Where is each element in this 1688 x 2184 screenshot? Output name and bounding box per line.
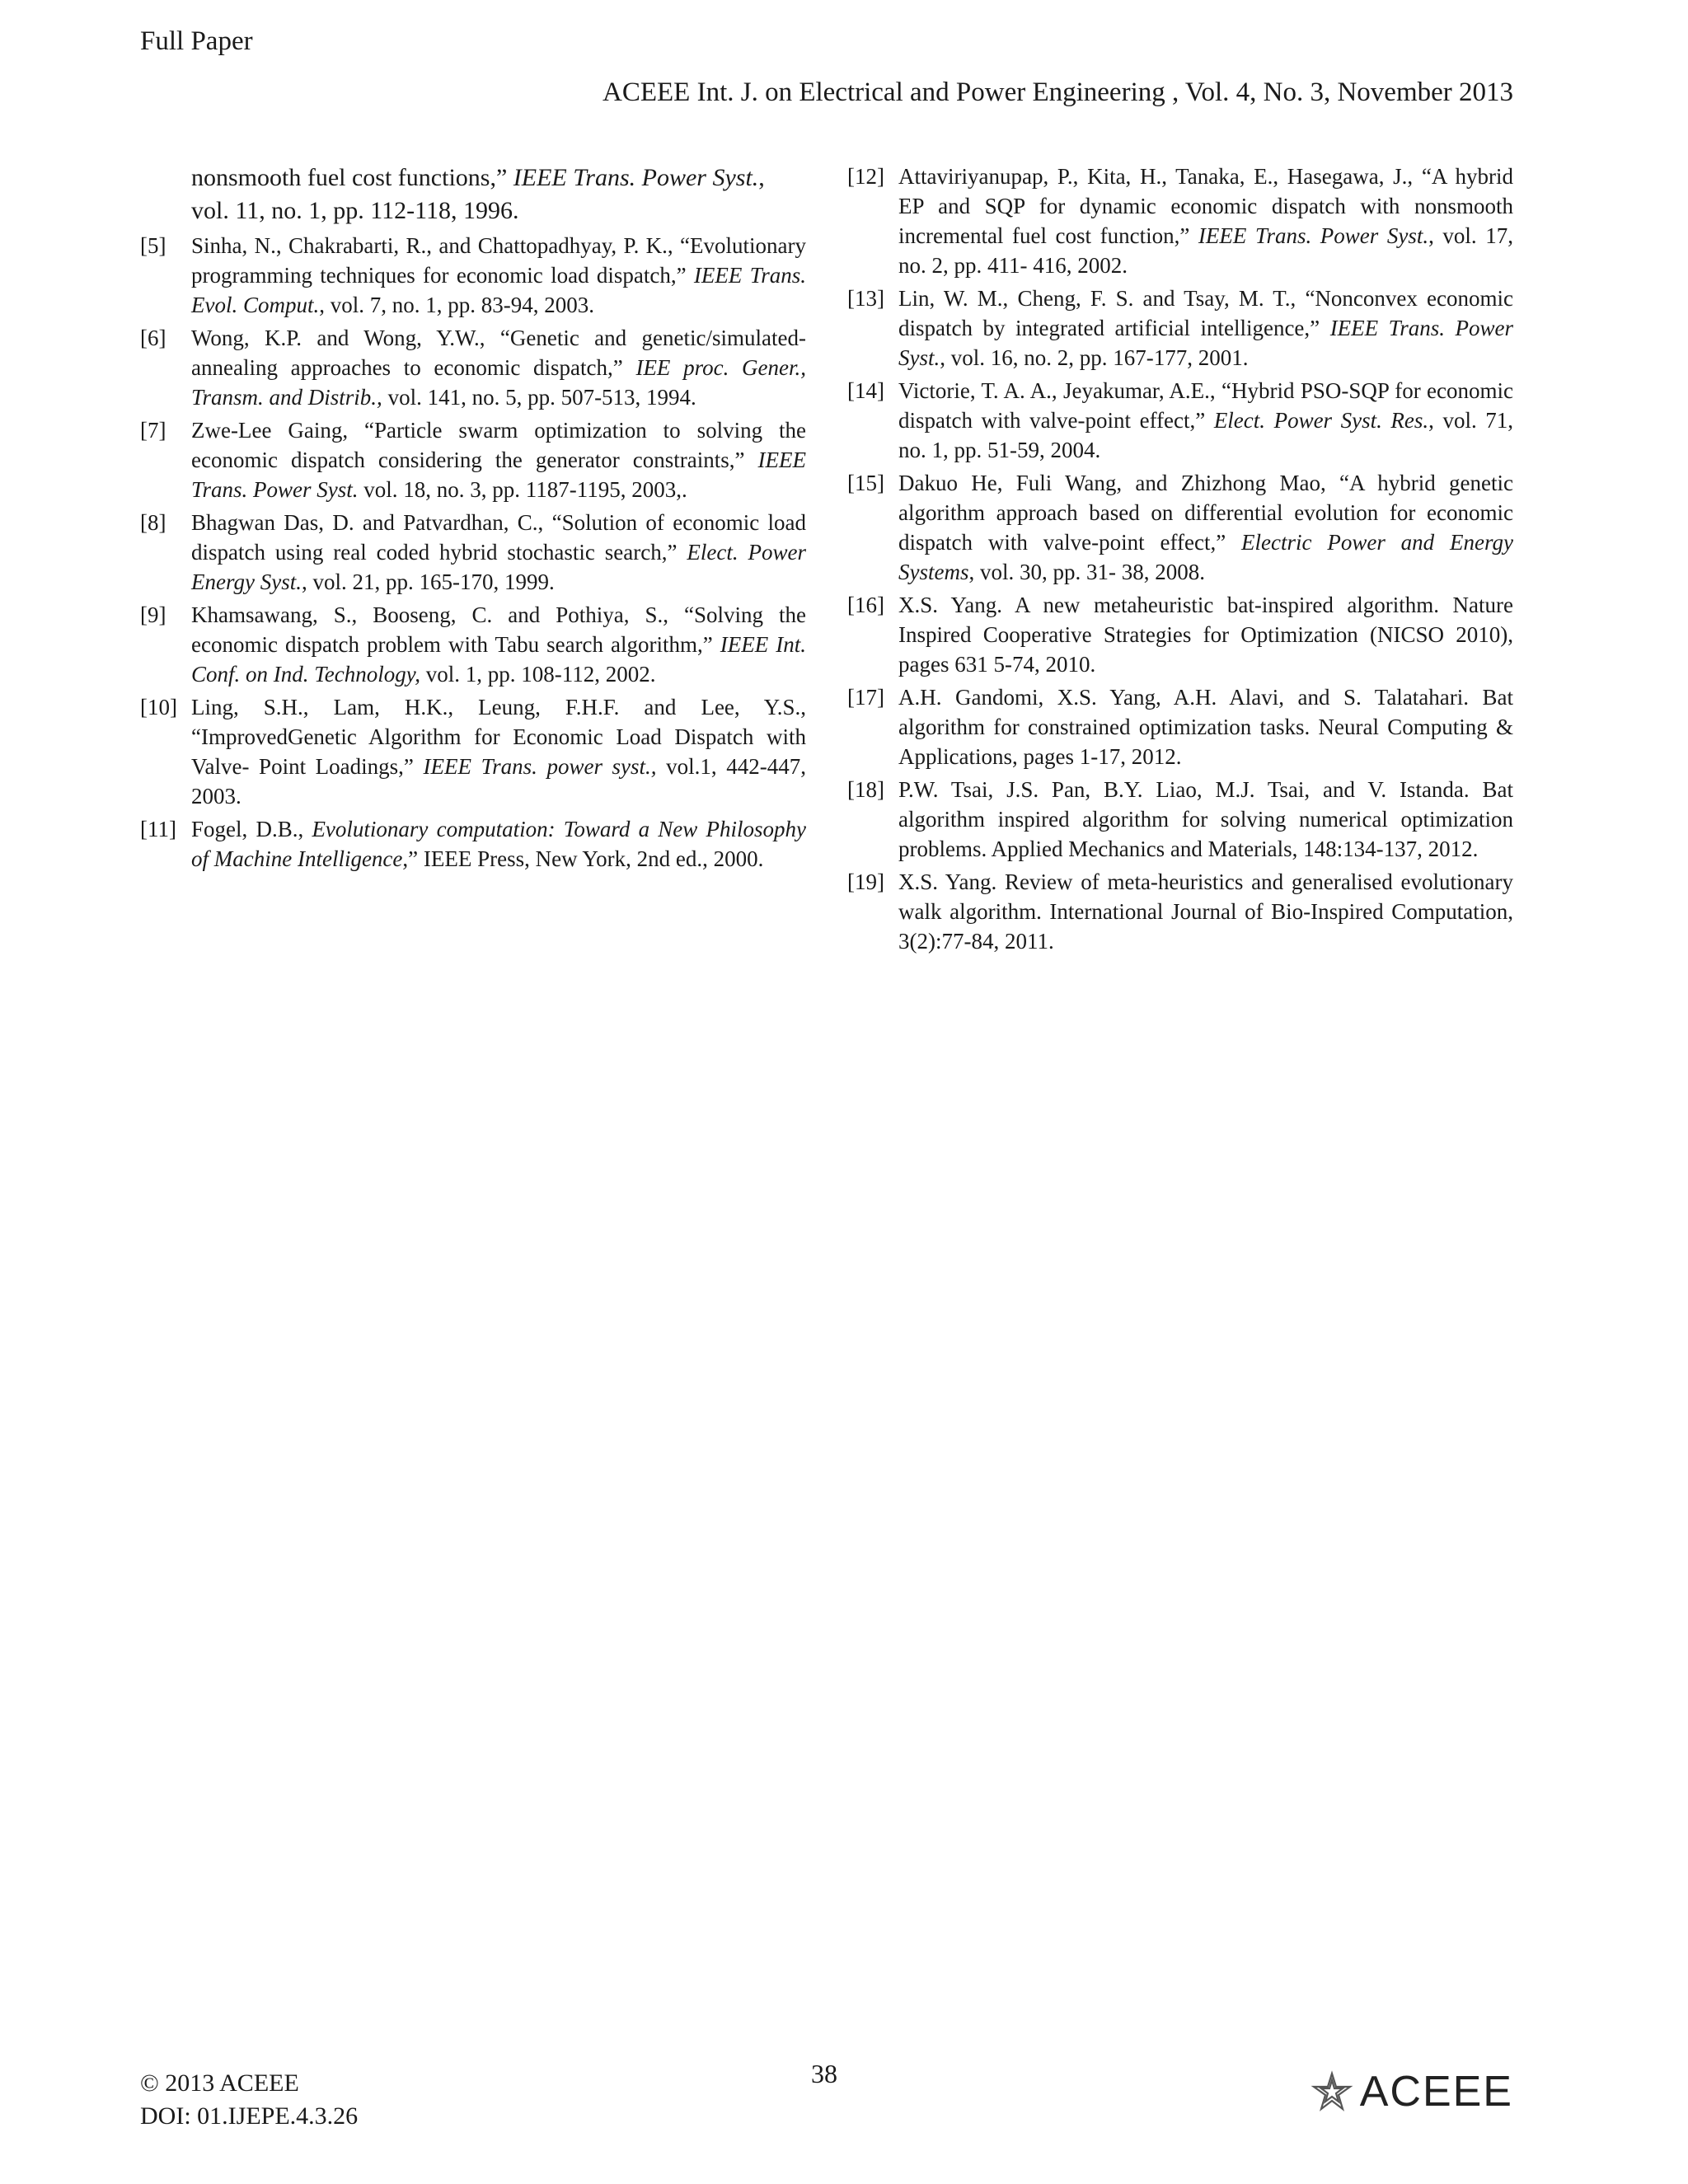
reference-text: Attaviriyanupap, P., Kita, H., Tanaka, E., Hasegawa, J., “A hybrid EP and SQP for dynamic economic dispatch with nonsmooth incremental fuel cost function,” bbox=[898, 164, 1513, 248]
reference-journal: IEEE Trans. Power Syst. bbox=[1198, 223, 1429, 248]
reference-details: vol. 18, no. 3, pp. 1187-1195, 2003,. bbox=[358, 477, 687, 502]
reference-journal: Elect. Power Syst. Res. bbox=[1213, 408, 1429, 433]
reference-details: , vol. 30, pp. 31- 38, 2008. bbox=[968, 560, 1205, 584]
reference-journal: IEEE Trans. power syst., bbox=[423, 754, 657, 779]
reference-item bbox=[140, 692, 806, 811]
doi-label: DOI: 01.IJEPE.4.3.26 bbox=[140, 2102, 359, 2130]
reference-book-title: Evolutionary computation: Toward a New Philosophy of Machine Intelligence bbox=[191, 817, 806, 871]
reference-number: [16] bbox=[847, 593, 884, 617]
reference-text: Victorie, T. A. A., Jeyakumar, A.E., “Hybrid PSO-SQP for economic dispatch with valve-point effect,” bbox=[898, 378, 1513, 433]
reference-number: [14] bbox=[847, 378, 884, 403]
reference-number: [7] bbox=[140, 418, 166, 443]
reference-details: , vol. 7, no. 1, pp. 83-94, 2003. bbox=[319, 293, 594, 317]
logo-wordmark: ACEEE bbox=[1359, 2068, 1513, 2116]
reference-journal: Electric Power and Energy Systems bbox=[898, 530, 1513, 584]
reference-number: [15] bbox=[847, 471, 884, 495]
reference-text: X.S. Yang. A new metaheuristic bat-inspired algorithm. Nature Inspired Cooperative Strategies for Optimization (NICSO 2010), pages 631 5-74, 2010. bbox=[898, 593, 1513, 677]
reference-details: , vol. 17, no. 2, pp. 411- 416, 2002. bbox=[898, 223, 1513, 278]
reference-number: [9] bbox=[140, 602, 166, 627]
page-number: 38 bbox=[811, 2059, 837, 2088]
references-right-column bbox=[847, 162, 1513, 959]
reference-journal: IEEE Int. Conf. on Ind. Technology, bbox=[191, 632, 806, 687]
reference-details: , vol. 71, no. 1, pp. 51-59, 2004. bbox=[898, 408, 1513, 462]
reference-number: [12] bbox=[847, 164, 884, 189]
reference-text: Ling, S.H., Lam, H.K., Leung, F.H.F. and Lee, Y.S., “ImprovedGenetic Algorithm for Economic Load Dispatch with Valve- Point Loadings,” bbox=[191, 695, 806, 779]
publisher-logo bbox=[1309, 2068, 1513, 2116]
reference-text: Dakuo He, Fuli Wang, and Zhizhong Mao, “A hybrid genetic algorithm approach based on differential evolution for economic dispatch with valve-point effect,” bbox=[898, 471, 1513, 555]
reference-number: [6] bbox=[140, 326, 166, 350]
reference-text: Sinha, N., Chakrabarti, R., and Chattopadhyay, P. K., “Evolutionary programming techniques for economic load dispatch,” bbox=[191, 233, 806, 288]
reference-number: [17] bbox=[847, 685, 884, 710]
reference-item bbox=[140, 600, 806, 689]
reference-item bbox=[847, 775, 1513, 864]
copyright-notice: © 2013 ACEEE bbox=[140, 2069, 299, 2097]
reference-number: [18] bbox=[847, 777, 884, 802]
reference-number: [10] bbox=[140, 695, 177, 719]
references-left-column bbox=[140, 162, 806, 877]
footer-info bbox=[140, 2067, 358, 2133]
reference-item bbox=[847, 867, 1513, 956]
reference-number: [11] bbox=[140, 817, 176, 841]
reference-number: [8] bbox=[140, 510, 166, 535]
reference-details: vol.1, 442-447, 2003. bbox=[191, 754, 806, 808]
reference-item bbox=[847, 376, 1513, 465]
journal-citation-header: ACEEE Int. J. on Electrical and Power Engineering , Vol. 4, No. 3, November 2013 bbox=[603, 77, 1513, 107]
reference-journal: IEEE Trans. Power Syst. bbox=[191, 448, 806, 502]
reference-text: Zwe-Lee Gaing, “Particle swarm optimization to solving the economic dispatch considering the generator constraints,” bbox=[191, 418, 806, 472]
reference-item bbox=[847, 682, 1513, 771]
reference-journal: IEEE Trans. Evol. Comput. bbox=[191, 263, 806, 317]
reference-details: vol. 1, pp. 108-112, 2002. bbox=[420, 662, 656, 687]
reference-details: vol. 141, no. 5, pp. 507-513, 1994. bbox=[382, 385, 696, 410]
reference-item bbox=[847, 590, 1513, 679]
reference-text: A.H. Gandomi, X.S. Yang, A.H. Alavi, and S. Talatahari. Bat algorithm for constrained optimization tasks. Neural Computing & Applications, pages 1-17, 2012. bbox=[898, 685, 1513, 769]
reference-text: Bhagwan Das, D. and Patvardhan, C., “Solution of economic load dispatch using real coded hybrid stochastic search,” bbox=[191, 510, 806, 565]
reference-details: , vol. 16, no. 2, pp. 167-177, 2001. bbox=[940, 345, 1249, 370]
reference-text: nonsmooth fuel cost functions,” bbox=[191, 164, 513, 191]
reference-text: P.W. Tsai, J.S. Pan, B.Y. Liao, M.J. Tsai, and V. Istanda. Bat algorithm inspired algorithm for solving numerical optimization problems. Applied Mechanics and Materials, 148:134-137, 2012. bbox=[898, 777, 1513, 861]
reference-details: , vol. 21, pp. 165-170, 1999. bbox=[301, 569, 555, 594]
reference-text: Wong, K.P. and Wong, Y.W., “Genetic and genetic/simulated-annealing approaches to economic dispatch,” bbox=[191, 326, 806, 380]
reference-journal: IEE proc. Gener., Transm. and Distrib., bbox=[191, 355, 807, 410]
reference-number: [13] bbox=[847, 286, 884, 311]
reference-continuation bbox=[140, 162, 806, 227]
reference-text: X.S. Yang. Review of meta-heuristics and generalised evolutionary walk algorithm. International Journal of Bio-Inspired Computation, 3(2):77-84, 2011. bbox=[898, 869, 1513, 954]
reference-text: Fogel, D.B., bbox=[191, 817, 312, 841]
reference-details: ,” IEEE Press, New York, 2nd ed., 2000. bbox=[402, 846, 764, 871]
reference-details: , vol. 11, no. 1, pp. 112-118, 1996. bbox=[191, 164, 765, 224]
reference-number: [19] bbox=[847, 869, 884, 894]
reference-journal: Elect. Power Energy Syst. bbox=[191, 540, 806, 594]
reference-item bbox=[847, 468, 1513, 587]
reference-journal: IEEE Trans. Power Syst. bbox=[513, 164, 759, 191]
reference-item bbox=[140, 415, 806, 504]
reference-number: [5] bbox=[140, 233, 166, 258]
star-logo-icon bbox=[1309, 2070, 1355, 2113]
reference-item bbox=[140, 508, 806, 597]
reference-text: Lin, W. M., Cheng, F. S. and Tsay, M. T., “Nonconvex economic dispatch by integrated artificial intelligence,” bbox=[898, 286, 1513, 340]
running-head-label: Full Paper bbox=[140, 26, 253, 56]
reference-text: Khamsawang, S., Booseng, C. and Pothiya, S., “Solving the economic dispatch problem with Tabu search algorithm,” bbox=[191, 602, 806, 657]
reference-item bbox=[847, 284, 1513, 373]
reference-item bbox=[140, 231, 806, 320]
reference-journal: IEEE Trans. Power Syst. bbox=[898, 316, 1513, 370]
reference-item bbox=[140, 323, 806, 412]
reference-item bbox=[140, 814, 806, 874]
reference-item bbox=[847, 162, 1513, 280]
